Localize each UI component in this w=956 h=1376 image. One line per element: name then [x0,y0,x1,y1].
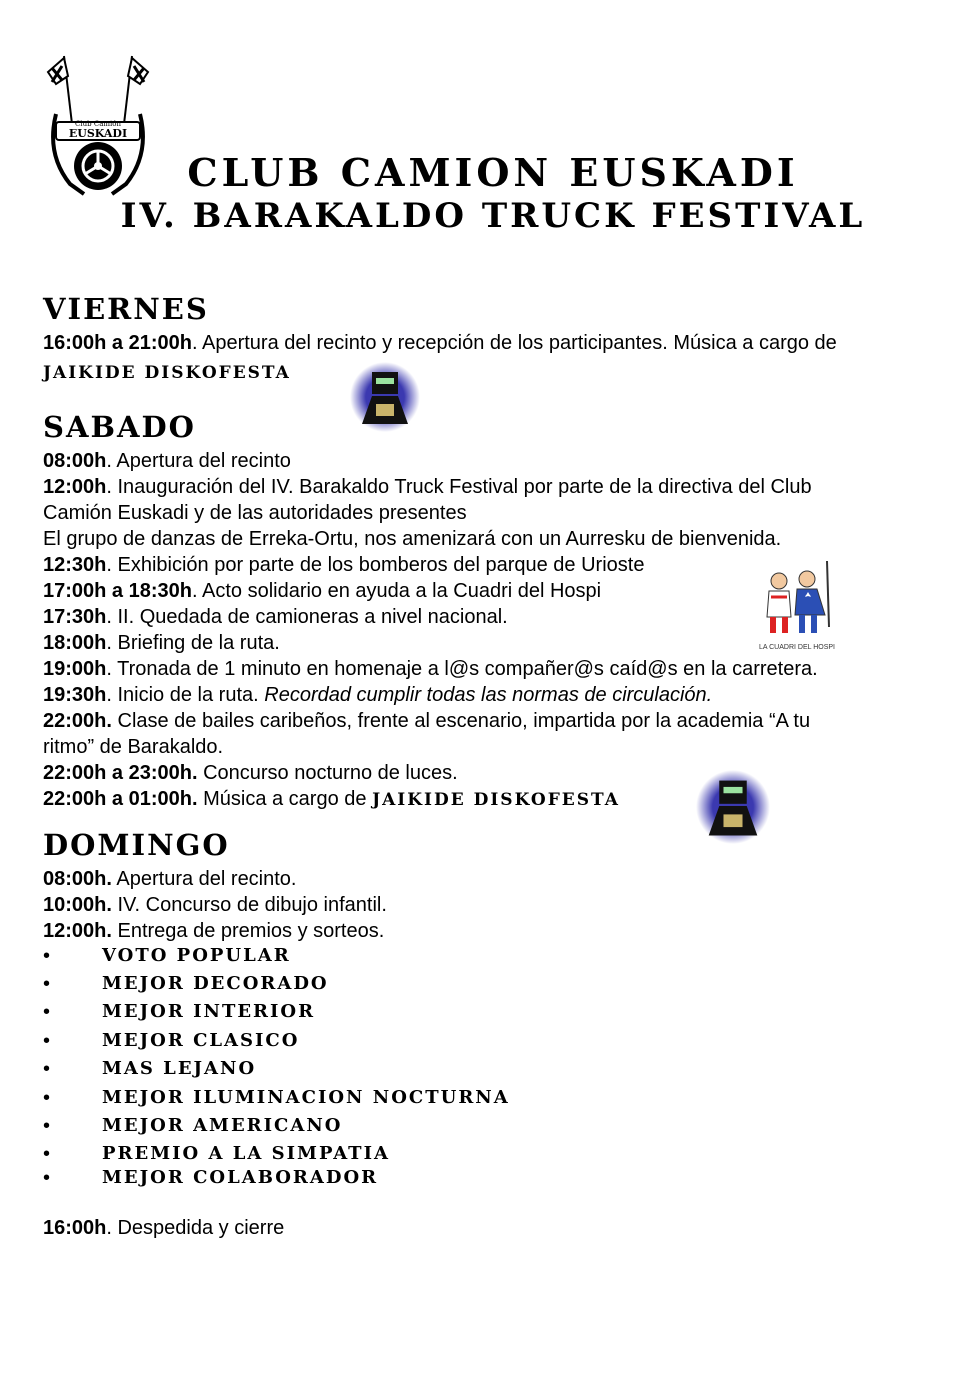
prize-item: MEJOR ILUMINACION NOCTURNA [102,1087,510,1108]
schedule-line [43,630,280,656]
cuadri-del-hospi-logo-icon [755,557,839,653]
logo-text-main: EUSKADI [68,127,128,140]
schedule-text: . II. Quedada de camioneras a nivel nacional. [106,606,508,628]
prize-item: MEJOR DECORADO [102,973,329,994]
prize-item: MEJOR INTERIOR [102,1001,316,1022]
schedule-text: . Briefing de la ruta. [106,632,280,654]
list-bullet: • [43,1143,51,1165]
list-bullet: • [43,1087,51,1109]
prize-item: PREMIO A LA SIMPATIA [102,1143,390,1164]
dj-avatar-icon [696,770,770,844]
list-bullet: • [43,1167,51,1189]
schedule-text: IV. Concurso de dibujo infantil. [111,894,387,916]
list-bullet: • [43,1058,51,1080]
list-bullet: • [43,1030,51,1052]
list-bullet: • [43,1115,51,1137]
schedule-line [43,786,620,813]
band-name: JAIKIDE DISKOFESTA [43,363,291,383]
schedule-text: . Apertura del recinto [106,450,291,472]
schedule-text: El grupo de danzas de Erreka-Ortu, nos amenizará con un Aurresku de bienvenida. [43,528,782,550]
schedule-line [43,474,812,500]
schedule-time: 17:30h [43,606,107,628]
logo-text-top: Club Camión [75,120,121,128]
schedule-line [43,656,818,682]
cuadri-caption: LA CUADRI DEL HOSPI [759,644,835,651]
schedule-time: 18:00h [43,632,107,654]
schedule-line [43,682,712,708]
schedule-line [43,604,508,630]
schedule-line [43,526,781,552]
schedule-line [43,330,837,356]
schedule-time: 16:00h [43,1217,107,1239]
schedule-text: . Despedida y cierre [106,1217,285,1239]
day-heading-viernes: VIERNES [43,292,209,326]
schedule-time: 22:00h a 23:00h. [43,762,198,784]
schedule-line [43,892,387,918]
schedule-time: 17:00h a 18:30h [43,580,192,602]
schedule-time: 08:00h. [43,868,112,890]
day-heading-sabado: SABADO [43,410,196,444]
schedule-text: ritmo” de Barakaldo. [43,736,224,758]
schedule-text: . Acto solidario en ayuda a la Cuadri del Hospi [191,580,602,602]
day-heading-domingo: DOMINGO [43,828,230,862]
schedule-time: 12:00h [43,476,107,498]
prize-item: MAS LEJANO [102,1058,257,1079]
schedule-time: 10:00h. [43,894,112,916]
list-bullet: • [43,973,51,995]
schedule-line [43,578,601,604]
schedule-line [43,734,223,760]
schedule-time: 16:00h a 21:00h [43,332,192,354]
schedule-time: 08:00h [43,450,107,472]
prize-item: MEJOR AMERICANO [102,1115,343,1136]
page-subtitle: IV. BARAKALDO TRUCK FESTIVAL [120,196,866,236]
schedule-text: Apertura del recinto. [111,868,297,890]
page-title: CLUB CAMION EUSKADI [187,150,799,195]
schedule-time: 12:00h. [43,920,112,942]
schedule-line [43,866,297,892]
list-bullet: • [43,1001,51,1023]
schedule-text: . Inauguración del IV. Barakaldo Truck Festival por parte de la directiva del Club [106,476,812,498]
schedule-line [43,448,291,474]
schedule-text: . Tronada de 1 minuto en homenaje a l@s compañer@s caíd@s en la carretera. [106,658,818,680]
schedule-text: Camión Euskadi y de las autoridades presentes [43,502,467,524]
schedule-time: 12:30h [43,554,107,576]
schedule-line [43,1215,284,1241]
band-name: JAIKIDE DISKOFESTA [372,790,620,810]
schedule-line [43,500,467,526]
schedule-time: 22:00h a 01:00h. [43,788,198,810]
prize-item: MEJOR CLASICO [102,1030,300,1051]
schedule-text: . Apertura del recinto y recepción de los participantes. Música a cargo de [191,332,837,354]
schedule-text: Música a cargo de [197,788,373,810]
schedule-line [43,708,810,734]
list-bullet: • [43,945,51,967]
schedule-line [43,552,644,578]
schedule-text: Entrega de premios y sorteos. [111,920,385,942]
schedule-text: Concurso nocturno de luces. [197,762,458,784]
schedule-time: 19:30h [43,684,107,706]
prize-item: VOTO POPULAR [102,945,291,966]
schedule-line [43,918,384,944]
schedule-time: 22:00h. [43,710,112,732]
schedule-text: . Inicio de la ruta. [106,684,265,706]
schedule-text: . Exhibición por parte de los bomberos del parque de Urioste [106,554,645,576]
prize-item: MEJOR COLABORADOR [102,1167,379,1188]
schedule-time: 19:00h [43,658,107,680]
schedule-text: Clase de bailes caribeños, frente al escenario, impartida por la academia “A tu [111,710,811,732]
schedule-line [43,760,458,786]
schedule-note: Recordad cumplir todas las normas de circulación. [264,684,713,706]
dj-avatar-icon [350,362,420,432]
